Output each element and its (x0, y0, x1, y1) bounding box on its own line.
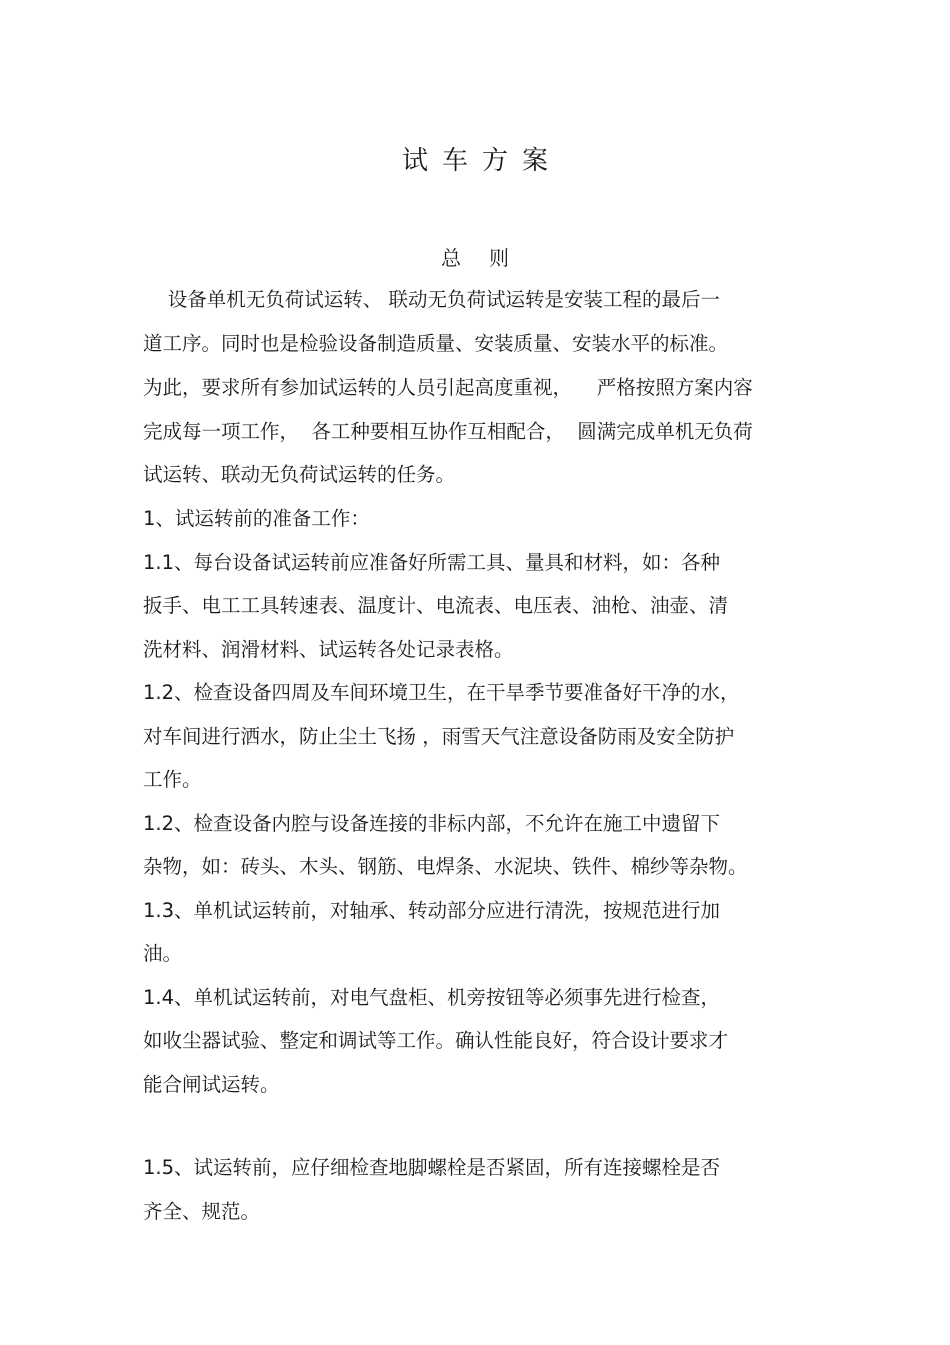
list-item-line: 工作。 (143, 768, 202, 791)
list-item-line: 如收尘器试验、整定和调试等工作。确认性能良好，符合设计要求才 (143, 1029, 729, 1052)
paragraph-line: 道工序。同时也是检验设备制造质量、安装质量、安装水平的标准。 (143, 332, 729, 355)
list-item-line: 扳手、电工工具转速表、温度计、电流表、电压表、油枪、油壶、清 (143, 594, 729, 617)
paragraph-line: 完成每一项工作， 各工种要相互协作互相配合， 圆满完成单机无负荷 (143, 420, 753, 443)
paragraph-line: 为此，要求所有参加试运转的人员引起高度重视， 严格按照方案内容 (143, 376, 753, 399)
list-item-line: 1.2、检查设备四周及车间环境卫生，在干旱季节要准备好干净的水， (143, 681, 740, 704)
section-heading: 总则 (441, 246, 537, 270)
list-item-line: 对车间进行洒水，防止尘土飞扬 ，雨雪天气注意设备防雨及安全防护 (143, 725, 735, 748)
paragraph-line: 试运转、联动无负荷试运转的任务。 (143, 463, 456, 486)
list-item-line: 1.2、检查设备内腔与设备连接的非标内部，不允许在施工中遗留下 (143, 812, 721, 835)
list-item-line: 齐全、规范。 (143, 1200, 261, 1223)
list-item-line: 洗材料、润滑材料、试运转各处记录表格。 (143, 638, 514, 661)
document-title: 试车方案 (401, 146, 562, 176)
list-item-line: 杂物，如：砖头、木头、钢筋、电焊条、水泥块、铁件、棉纱等杂物。 (143, 855, 748, 878)
list-item-line: 1.3、单机试运转前，对轴承、转动部分应进行清洗，按规范进行加 (143, 899, 721, 922)
list-item-line: 能合闸试运转。 (143, 1073, 280, 1096)
list-item-line: 油。 (143, 942, 183, 965)
section-item: 1、试运转前的准备工作： (143, 507, 370, 530)
list-item-line: 1.4、单机试运转前，对电气盘柜、机旁按钮等必须事先进行检查， (143, 986, 721, 1009)
list-item-line: 1.1、每台设备试运转前应准备好所需工具、量具和材料，如：各种 (143, 551, 721, 574)
paragraph-line: 设备单机无负荷试运转、 联动无负荷试运转是安装工程的最后一 (143, 288, 720, 311)
list-item-line: 1.5、试运转前，应仔细检查地脚螺栓是否紧固，所有连接螺栓是否 (143, 1156, 721, 1179)
